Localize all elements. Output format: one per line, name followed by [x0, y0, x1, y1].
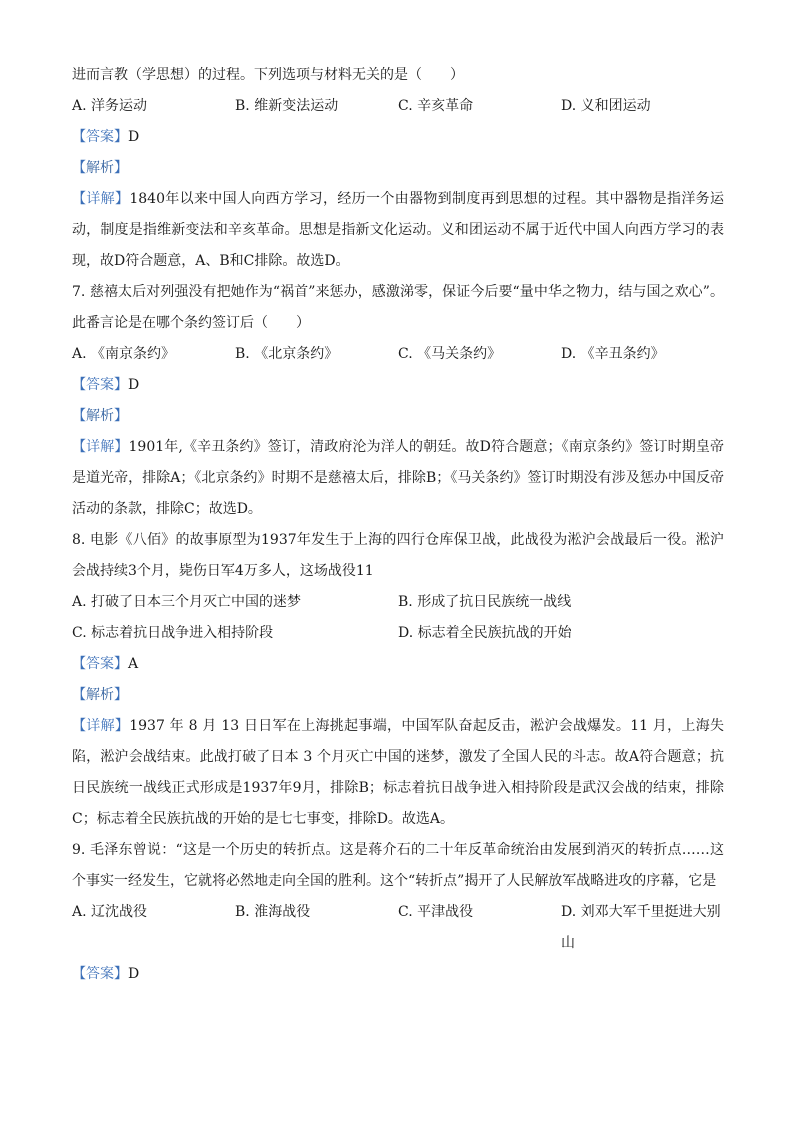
q8-detail	[72, 711, 724, 835]
q6-answer-value: D	[128, 129, 140, 145]
q7-detail-tag: 【详解】	[72, 439, 129, 455]
q9-option-a: A. 辽沈战役	[72, 904, 148, 920]
q9-option-c: C. 平津战役	[398, 904, 474, 920]
q6-detail-tag: 【详解】	[72, 191, 130, 207]
q9-options	[72, 897, 724, 951]
q6-stem-tail: 进而言教（学思想）的过程。下列选项与材料无关的是（ ）	[72, 67, 464, 83]
q9-stem: 9. 毛泽东曾说：“这是一个历史的转折点。这是蒋介石的二十年反革命统治由发展到消灭的转折点……这个事实一经发生，它就将必然地走向全国的胜利。这个“转折点”揭开了人民解放军战略进攻的序幕，它是	[72, 842, 724, 889]
q8-answer-tag: 【答案】	[72, 656, 128, 672]
q8-detail-tag: 【详解】	[72, 718, 130, 734]
q8-answer-value: A	[128, 656, 139, 672]
q9-option-b: B. 淮海战役	[235, 904, 311, 920]
q6-option-c: C. 辛亥革命	[398, 98, 474, 114]
q8-analysis-label: 【解析】	[72, 687, 128, 703]
q6-option-b: B. 维新变法运动	[235, 98, 339, 114]
q8-options-row2	[72, 618, 724, 649]
q9-answer-value: D	[128, 966, 140, 982]
q7-options	[72, 339, 724, 370]
q8-option-d: D. 标志着全民族抗战的开始	[398, 625, 572, 641]
q7-detail	[72, 432, 724, 525]
q7-stem: 7. 慈禧太后对列强没有把她作为“祸首”来惩办，感激涕零，保证今后要“量中华之物力，结与国之欢心”。此番言论是在哪个条约签订后（ ）	[72, 284, 724, 331]
q6-analysis-label: 【解析】	[72, 160, 128, 176]
q6-option-a: A. 洋务运动	[72, 98, 148, 114]
q8-stem: 8. 电影《八佰》的故事原型为1937年发生于上海的四行仓库保卫战，此战役为淞沪会战最后一役。淞沪会战持续3个月，毙伤日军4万多人，这场战役11	[72, 532, 724, 579]
q7-answer-tag: 【答案】	[72, 377, 128, 393]
q7-option-a: A. 《南京条约》	[72, 346, 176, 362]
q8-option-b: B. 形成了抗日民族统一战线	[398, 594, 572, 610]
q8-options-row1	[72, 587, 724, 618]
q9-answer	[72, 959, 724, 990]
q8-answer	[72, 649, 724, 680]
q7-option-c: C. 《马关条约》	[398, 346, 502, 362]
q6-options	[72, 91, 724, 122]
q7-detail-text: 1901年,《辛丑条约》签订，清政府沦为洋人的朝廷。故D符合题意；《南京条约》签订时期皇帝是道光帝，排除A；《北京条约》时期不是慈禧太后，排除B；《马关条约》签订时期没有涉及惩办中国反帝活动的条款，排除C；故选D。	[72, 439, 724, 517]
q8-option-a: A. 打破了日本三个月灭亡中国的迷梦	[72, 594, 302, 610]
q6-answer-tag: 【答案】	[72, 129, 128, 145]
q9-option-d: D. 刘邓大军千里挺进大别山	[561, 904, 721, 951]
q8-option-c: C. 标志着抗日战争进入相持阶段	[72, 625, 274, 641]
q9-answer-tag: 【答案】	[72, 966, 128, 982]
q6-answer	[72, 122, 724, 153]
q7-option-b: B. 《北京条约》	[235, 346, 339, 362]
q6-option-d: D. 义和团运动	[561, 98, 651, 114]
q7-answer	[72, 370, 724, 401]
q7-answer-value: D	[128, 377, 140, 393]
q7-option-d: D. 《辛丑条约》	[561, 346, 665, 362]
q8-detail-text: 1937 年 8 月 13 日日军在上海挑起事端，中国军队奋起反击，淞沪会战爆发。11 月，上海失陷，淞沪会战结束。此战打破了日本 3 个月灭亡中国的迷梦，激发了全国人民的斗志。故A符合题意；抗日民族统一战线正式形成是1937年9月，排除B；标志着抗日战争进入相持阶段是武汉会战的结束，排除C；标志着全民族抗战的开始的是七七事变，排除D。故选A。	[72, 718, 725, 827]
document-page	[72, 60, 724, 990]
q6-detail-text: 1840年以来中国人向西方学习，经历一个由器物到制度再到思想的过程。其中器物是指洋务运动，制度是指维新变法和辛亥革命。思想是指新文化运动。义和团运动不属于近代中国人向西方学习的表现，故D符合题意，A、B和C排除。故选D。	[72, 191, 724, 269]
q6-detail	[72, 184, 724, 277]
q7-analysis-label: 【解析】	[72, 408, 128, 424]
